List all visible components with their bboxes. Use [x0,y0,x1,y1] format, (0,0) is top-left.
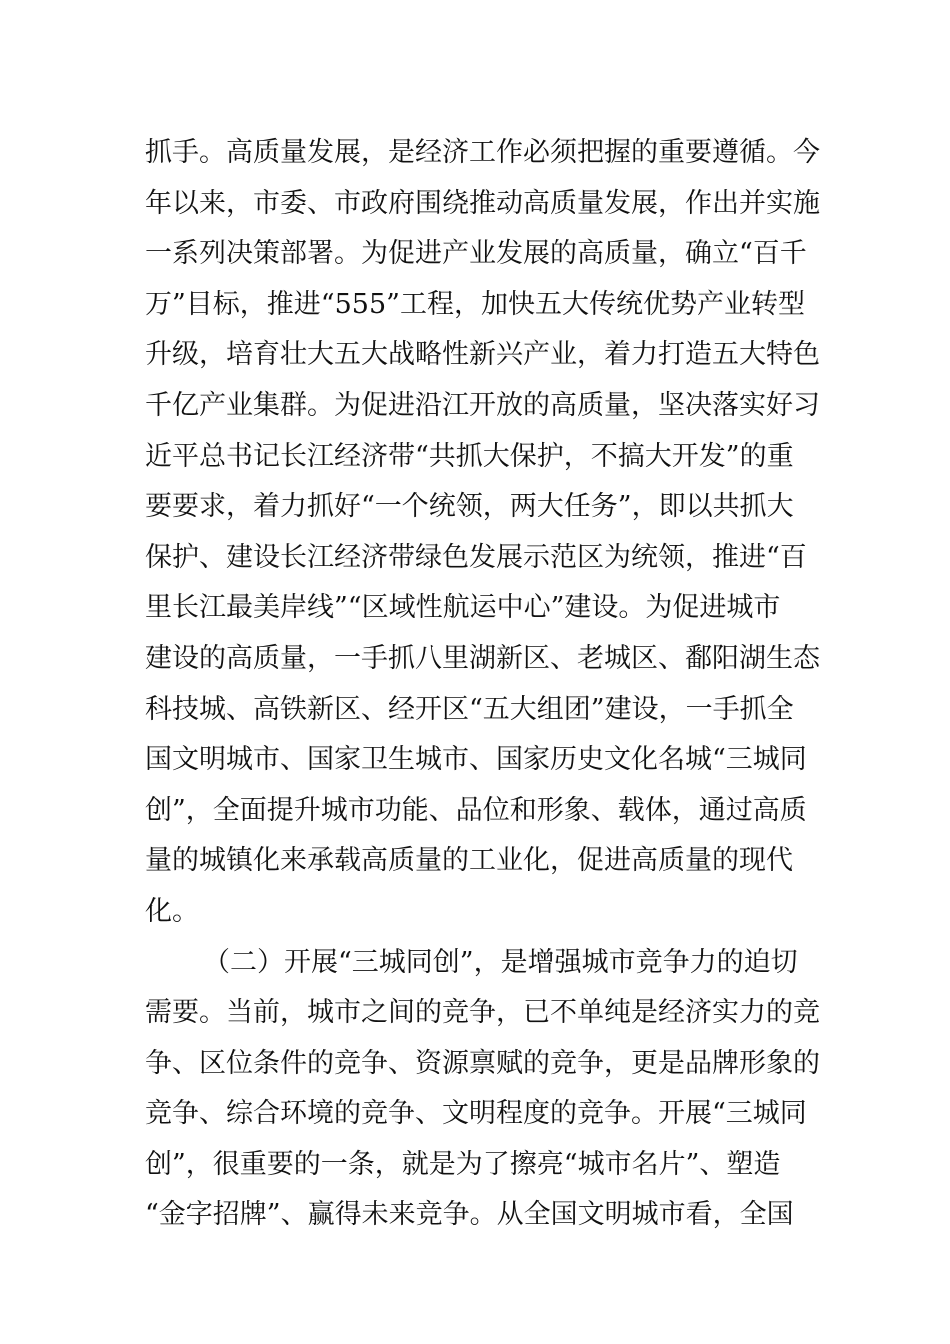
text-line: 千亿产业集群。为促进沿江开放的高质量，坚决落实好习 [145,389,820,421]
text-line: 需要。当前，城市之间的竞争，已不单纯是经济实力的竞 [145,997,820,1029]
text-line: 化。 [145,895,199,927]
paragraph-start-line: （二）开展“三城同创”，是增强城市竞争力的迫切 [203,946,798,978]
text-line: 竞争、综合环境的竞争、文明程度的竞争。开展“三城同 [145,1098,807,1130]
text-line: 近平总书记长江经济带“共抓大保护，不搞大开发”的重 [145,440,794,472]
text-line: 升级，培育壮大五大战略性新兴产业，着力打造五大特色 [145,339,820,371]
body-text [145,128,820,1241]
text-line: 保护、建设长江经济带绿色发展示范区为统领，推进“百 [145,541,807,573]
text-line: 争、区位条件的竞争、资源禀赋的竞争，更是品牌形象的 [145,1047,820,1079]
text-line: 国文明城市、国家卫生城市、国家历史文化名城“三城同 [145,744,807,776]
text-line: 里长江最美岸线”“区域性航运中心”建设。为促进城市 [145,592,781,624]
text-line: 创”，全面提升城市功能、品位和形象、载体，通过高质 [145,794,807,826]
text-line: “金字招牌”、赢得未来竞争。从全国文明城市看，全国 [145,1199,794,1231]
text-line: 抓手。高质量发展，是经济工作必须把握的重要遵循。今 [145,137,820,168]
text-line: 要要求，着力抓好“一个统领，两大任务”，即以共抓大 [145,491,794,523]
text-line: 科技城、高铁新区、经开区“五大组团”建设，一手抓全 [145,693,794,725]
text-line: 年以来，市委、市政府围绕推动高质量发展，作出并实施 [145,187,820,219]
text-line: 建设的高质量，一手抓八里湖新区、老城区、鄱阳湖生态 [145,642,820,674]
text-line: 量的城镇化来承载高质量的工业化，促进高质量的现代 [145,845,793,877]
text-line: 一系列决策部署。为促进产业发展的高质量，确立“百千 [145,238,807,270]
text-line: 创”，很重要的一条，就是为了擦亮“城市名片”、塑造 [145,1148,781,1180]
text-line: 万”目标，推进“555”工程，加快五大传统优势产业转型 [145,288,805,320]
